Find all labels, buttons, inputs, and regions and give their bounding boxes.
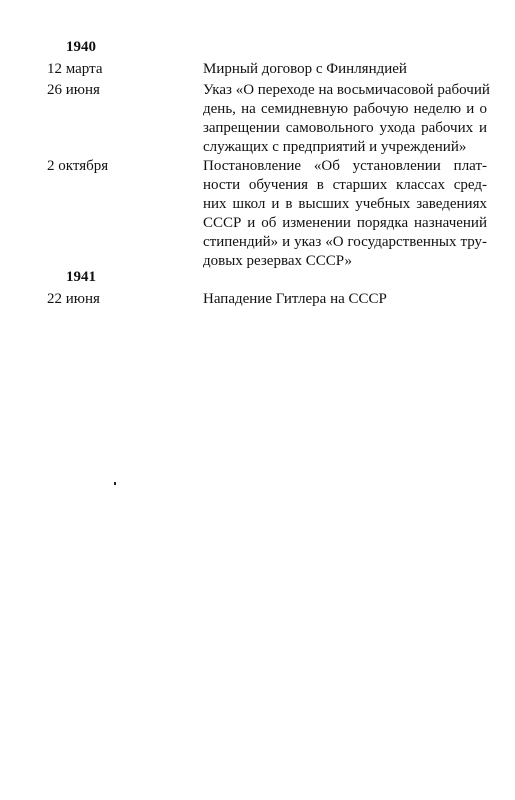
- entry-text-line: ности обучения в старших классах сред-: [203, 177, 487, 193]
- entry-text: [203, 60, 487, 79]
- entry-date: 26 июня: [47, 82, 100, 98]
- entry-text-line: довых резервах СССР»: [203, 253, 352, 269]
- entry-text-line: день, на семидневную рабочую неделю и о: [203, 101, 487, 117]
- entry-text-line: Постановление «Об установлении плат-: [203, 158, 487, 174]
- entry-text: [203, 157, 487, 271]
- entry-date: 12 марта: [47, 61, 103, 77]
- year-heading-1940: 1940: [66, 39, 96, 55]
- entry-text-line: СССР и об изменении порядка назначений: [203, 215, 487, 231]
- entry-text: [203, 81, 490, 157]
- print-speck: [114, 482, 116, 485]
- entry-text: [203, 290, 487, 309]
- entry-date: 2 октября: [47, 158, 109, 174]
- year-heading-1941: 1941: [66, 269, 96, 285]
- entry-text-line: Указ «О переходе на восьмичасовой рабочий: [203, 82, 490, 98]
- entry-text-line: запрещении самовольного ухода рабочих и: [203, 120, 487, 136]
- entry-date: 22 июня: [47, 291, 100, 307]
- entry-text-line: Мирный договор с Финляндией: [203, 61, 407, 77]
- entry-text-line: служащих с предприятий и учреждений»: [203, 139, 467, 155]
- entry-text-line: Нападение Гитлера на СССР: [203, 291, 387, 307]
- entry-text-line: них школ и в высших учебных заведениях: [203, 196, 487, 212]
- entry-text-line: стипендий» и указ «О государственных тру-: [203, 234, 487, 250]
